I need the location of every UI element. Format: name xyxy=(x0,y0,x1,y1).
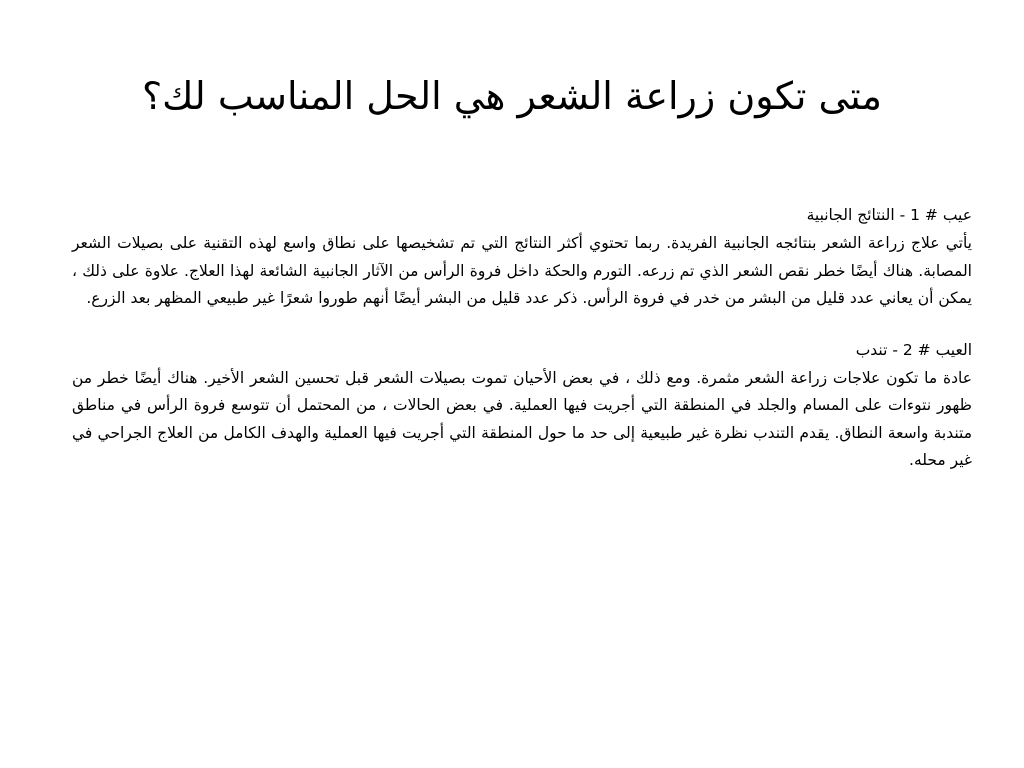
slide-title: متى تكون زراعة الشعر هي الحل المناسب لك؟ xyxy=(141,74,883,118)
section-side-effects xyxy=(72,200,972,313)
section-heading: العيب # 2 - تندب xyxy=(855,340,972,359)
section-heading: عيب # 1 - النتائج الجانبية xyxy=(806,206,972,224)
slide-body xyxy=(72,200,972,497)
section-paragraph: يأتي علاج زراعة الشعر بنتائجه الجانبية الفريدة. ربما تحتوي أكثر النتائج التي تم تشخيصها على نطاق واسع لهذه التقنية على بصيلات الشعر المصابة. هناك أيضًا خطر نقص الشعر الذي تم زرعه. التورم والحكة داخل فروة الرأس من الآثار الجانبية الشائعة لهذا العلاج. علاوة على ذلك ، يمكن أن يعاني عدد قليل من البشر من خدر في فروة الرأس. ذكر عدد قليل من البشر أيضًا أنهم طوروا شعرًا غير طبيعي المظهر بعد الزرع. xyxy=(72,234,972,307)
section-paragraph: عادة ما تكون علاجات زراعة الشعر مثمرة. ومع ذلك ، في بعض الأحيان تموت بصيلات الشعر قبل تحسين الشعر الأخير. هناك أيضًا خطر من ظهور نتوءات على المسام والجلد في المنطقة التي أجريت فيها العملية. في بعض الحالات ، من المحتمل أن تتوسع فروة الرأس في مناطق متندبة واسعة النطاق. يقدم التندب نظرة غير طبيعية إلى حد ما حول المنطقة التي أجريت فيها العملية والهدف الكامل من العلاج الجراحي في غير محله. xyxy=(72,368,972,469)
section-scarring xyxy=(72,335,972,475)
